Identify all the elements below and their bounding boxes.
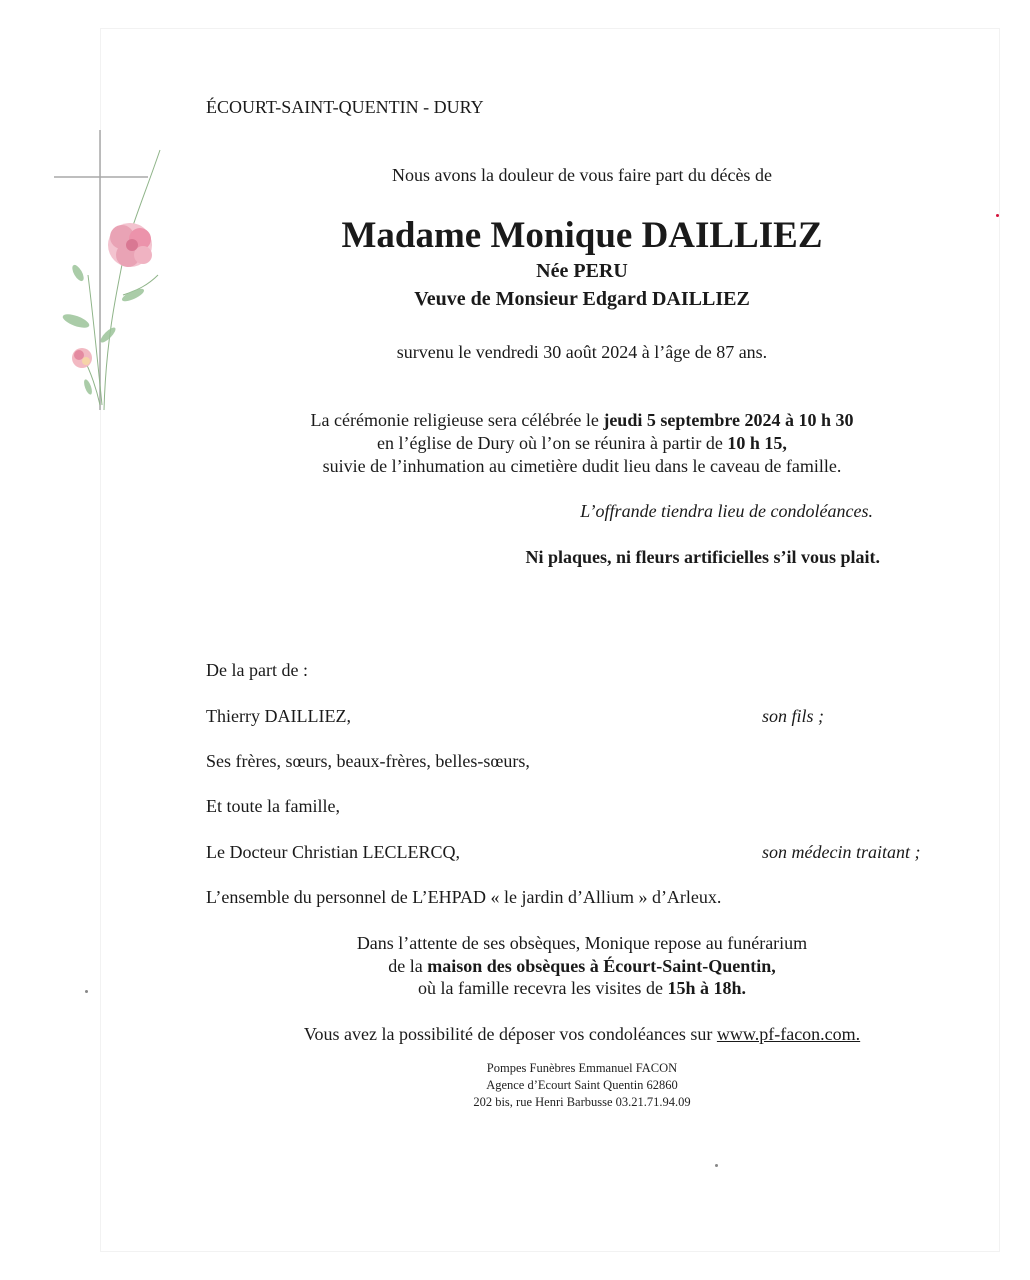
stray-mark (715, 1164, 718, 1167)
visits-hours: 15h à 18h. (667, 978, 746, 998)
footer-agency: Agence d’Ecourt Saint Quentin 62860 (486, 1078, 678, 1092)
family-intro: De la part de : (206, 660, 308, 680)
gathering-text: en l’église de Dury où l’on se réunira à partir de (377, 433, 728, 453)
stems (82, 150, 160, 410)
pink-flower-icon (108, 223, 152, 267)
funerarium-line-2 (232, 955, 932, 977)
condolences-line (232, 1023, 932, 1045)
family-member-name: Thierry DAILLIEZ, (206, 706, 351, 726)
maiden-name: Née PERU (536, 260, 628, 282)
cross-icon (54, 130, 148, 410)
gathering-time: 10 h 15, (727, 433, 787, 453)
family-member-relation: son fils ; (762, 706, 825, 726)
funerarium-text: de la (388, 956, 428, 976)
footer-address: 202 bis, rue Henri Barbusse 03.21.71.94.09 (473, 1095, 691, 1109)
family-member-name: L’ensemble du personnel de L’EHPAD « le jardin d’Allium » d’Arleux. (206, 887, 722, 907)
footer-company: Pompes Funèbres Emmanuel FACON (486, 1061, 678, 1075)
deceased-name: Madame Monique DAILLIEZ (341, 215, 823, 256)
ceremony-line-2 (232, 432, 932, 454)
stray-mark (996, 214, 999, 217)
ceremony-line-3: suivie de l’inhumation au cimetière dudit lieu dans le caveau de famille. (322, 456, 842, 476)
stray-mark (85, 990, 88, 993)
intro-text: Nous avons la douleur de vous faire part du décès de (392, 165, 772, 185)
ceremony-date: jeudi 5 septembre 2024 à 10 h 30 (603, 410, 854, 430)
location-header: ÉCOURT-SAINT-QUENTIN - DURY (206, 97, 484, 117)
cross-flower-illustration (48, 125, 173, 415)
flower-bud-icon (72, 348, 92, 368)
no-plaques-note: Ni plaques, ni fleurs artificielles s’il vous plait. (525, 547, 880, 567)
funerarium-line-1: Dans l’attente de ses obsèques, Monique repose au funérarium (356, 933, 808, 953)
funerarium-line-3 (232, 977, 932, 999)
offering-note: L’offrande tiendra lieu de condoléances. (580, 501, 873, 521)
visits-text: où la famille recevra les visites de (418, 978, 668, 998)
family-member-name: Le Docteur Christian LECLERCQ, (206, 842, 460, 862)
widow-of: Veuve de Monsieur Edgard DAILLIEZ (414, 288, 750, 310)
funerarium-place: maison des obsèques à Écourt-Saint-Quentin, (427, 956, 776, 976)
leaves (61, 263, 145, 395)
condolences-link[interactable]: www.pf-facon.com. (716, 1024, 861, 1044)
family-member-name: Ses frères, sœurs, beaux-frères, belles-sœurs, (206, 751, 530, 771)
ceremony-line-1 (232, 409, 932, 431)
ceremony-text: La cérémonie religieuse sera célébrée le (310, 410, 604, 430)
death-notice: survenu le vendredi 30 août 2024 à l’âge de 87 ans. (396, 342, 768, 362)
family-member-relation: son médecin traitant ; (762, 842, 921, 862)
family-member-name: Et toute la famille, (206, 796, 340, 816)
condolences-text: Vous avez la possibilité de déposer vos condoléances sur (303, 1024, 717, 1044)
